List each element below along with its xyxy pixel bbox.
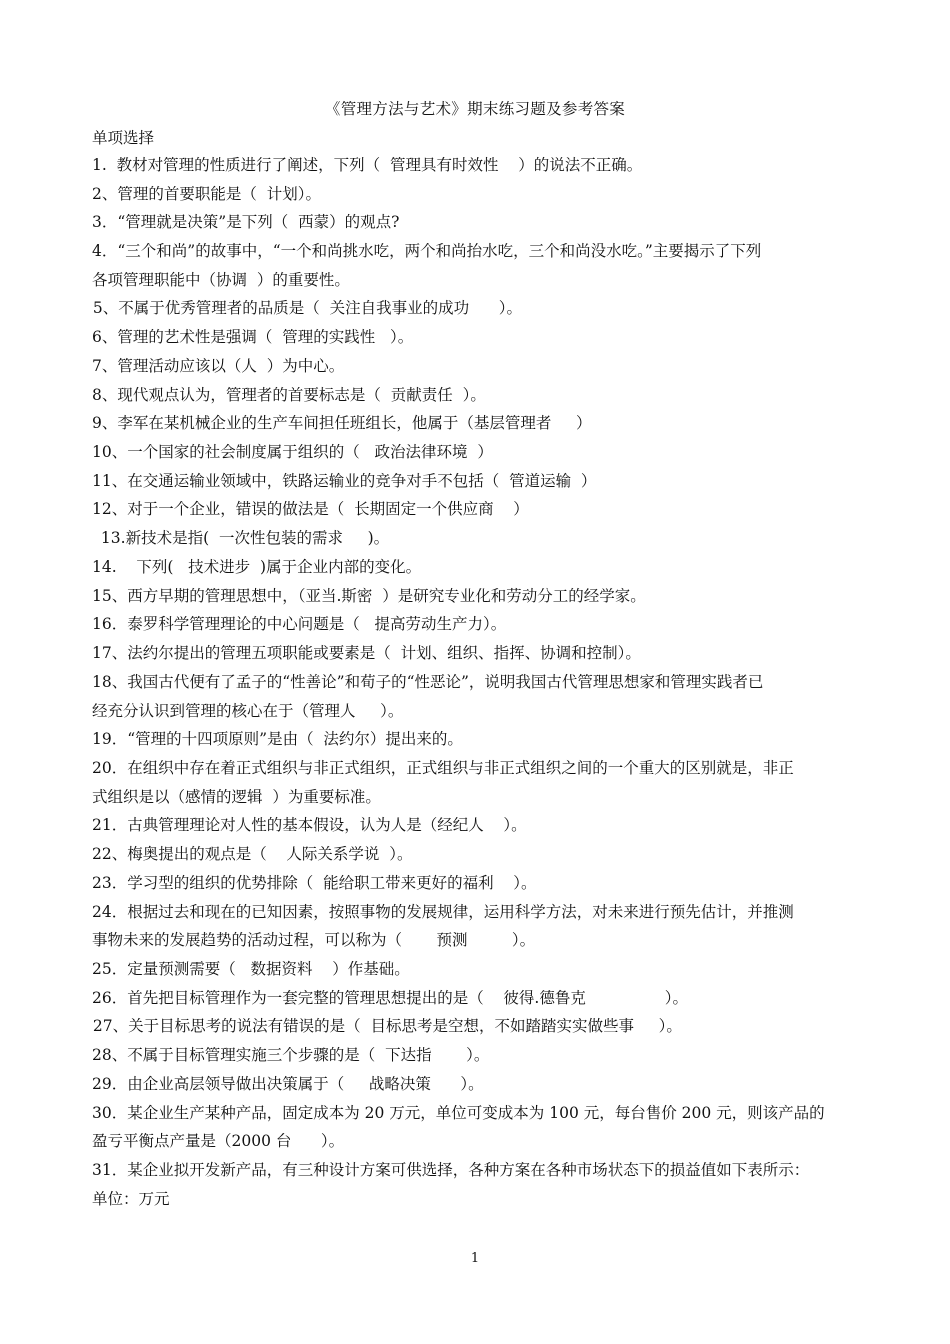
question-line: 13.新技术是指( 一次性包装的需求 )。 — [96, 529, 390, 547]
question-line: 15、西方早期的管理思想中，（亚当.斯密 ）是研究专业化和劳动分工的经学家。 — [92, 587, 646, 605]
question-line: 31．某企业拟开发新产品，有三种设计方案可供选择，各种方案在各种市场状态下的损益值如下表所示： — [92, 1161, 810, 1179]
question-line: 经充分认识到管理的核心在于（管理人 ）。 — [92, 702, 404, 720]
question-line: 盈亏平衡点产量是（2000 台 ）。 — [92, 1132, 345, 1150]
question-line: 5、不属于优秀管理者的品质是（ 关注自我事业的成功 ）。 — [88, 299, 522, 317]
question-line: 17、法约尔提出的管理五项职能或要素是（ 计划、组织、指挥、协调和控制）。 — [92, 644, 641, 662]
document-title: 《管理方法与艺术》期末练习题及参考答案 — [324, 100, 626, 118]
question-line: 14. 下列( 技术进步 )属于企业内部的变化。 — [92, 558, 422, 576]
question-line: 25．定量预测需要（ 数据资料 ）作基础。 — [92, 960, 410, 978]
question-line: 22、梅奥提出的观点是（ 人际关系学说 ）。 — [92, 845, 413, 863]
question-line: 式组织是以（感情的逻辑 ）为重要标准。 — [92, 788, 381, 806]
question-line: 26．首先把目标管理作为一套完整的管理思想提出的是（ 彼得.德鲁克 ）。 — [92, 989, 688, 1007]
question-line: 24．根据过去和现在的已知因素，按照事物的发展规律，运用科学方法，对未来进行预先估计，并推测 — [92, 903, 794, 921]
question-line: 7、管理活动应该以（人 ）为中心。 — [92, 357, 345, 375]
question-line: 单位：万元 — [92, 1190, 170, 1208]
question-line: 3．“管理就是决策”是下列（ 西蒙）的观点? — [92, 213, 400, 231]
question-line: 各项管理职能中（协调 ）的重要性。 — [92, 271, 350, 289]
question-line: 30．某企业生产某种产品，固定成本为 20 万元，单位可变成本为 100 元，每台售价 200 元，则该产品的 — [92, 1104, 825, 1122]
question-line: 10、一个国家的社会制度属于组织的（ 政治法律环境 ） — [92, 443, 493, 461]
question-line: 8、现代观点认为，管理者的首要标志是（ 贡献责任 ）。 — [92, 386, 486, 404]
question-line: 18、我国古代便有了孟子的“性善论”和荀子的“性恶论”，说明我国古代管理思想家和管理实践者已 — [92, 673, 764, 691]
question-line: 4．“三个和尚”的故事中，“一个和尚挑水吃，两个和尚抬水吃，三个和尚没水吃。”主要揭示了下列 — [92, 242, 762, 260]
question-line: 16．泰罗科学管理理论的中心问题是（ 提高劳动生产力）。 — [92, 615, 507, 633]
question-line: 23．学习型的组织的优势排除（ 能给职工带来更好的福利 ）。 — [92, 874, 537, 892]
section-heading: 单项选择 — [92, 129, 155, 147]
question-line: 2、管理的首要职能是（ 计划）。 — [92, 185, 321, 203]
question-line: 29．由企业高层领导做出决策属于（ 战略决策 ）。 — [92, 1075, 484, 1093]
question-line: 19．“管理的十四项原则”是由（ 法约尔）提出来的。 — [92, 730, 463, 748]
question-line: 6、管理的艺术性是强调（ 管理的实践性 ）。 — [92, 328, 414, 346]
question-line: 12、对于一个企业，错误的做法是（ 长期固定一个供应商 ） — [92, 500, 529, 518]
question-line: 9、李军在某机械企业的生产车间担任班组长，他属于（基层管理者 ） — [92, 414, 592, 432]
question-line: 21．古典管理理论对人性的基本假设，认为人是（经纪人 ）。 — [92, 816, 527, 834]
question-line: 事物未来的发展趋势的活动过程，可以称为（ 预测 ）。 — [92, 931, 536, 949]
page-number: 1 — [470, 1251, 480, 1266]
question-line: 1. 教材对管理的性质进行了阐述，下列（ 管理具有时效性 ）的说法不正确。 — [92, 156, 643, 174]
question-line: 28、不属于目标管理实施三个步骤的是（ 下达指 ）。 — [92, 1046, 490, 1064]
question-line: 11、在交通运输业领域中，铁路运输业的竞争对手不包括（ 管道运输 ） — [92, 472, 597, 490]
question-line: 20．在组织中存在着正式组织与非正式组织，正式组织与非正式组织之间的一个重大的区别就是，非正 — [92, 759, 794, 777]
question-line: 27、关于目标思考的说法有错误的是（ 目标思考是空想，不如踏踏实实做些事 ）。 — [88, 1017, 682, 1035]
